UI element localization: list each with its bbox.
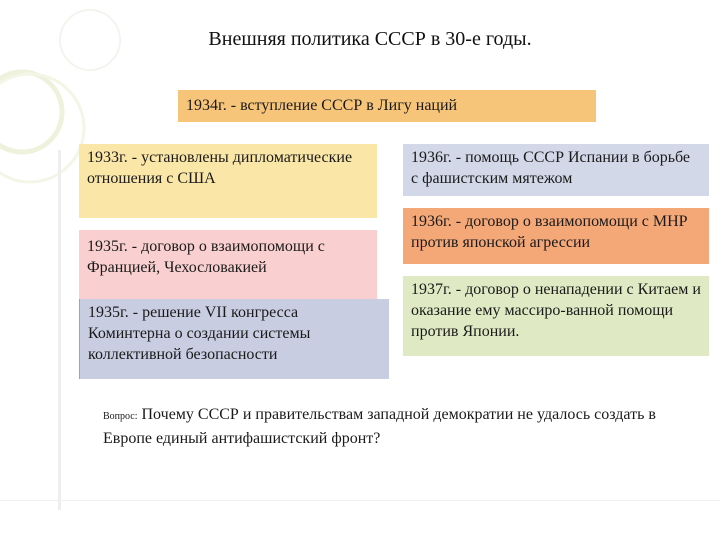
- question-label: Вопрос:: [103, 411, 138, 422]
- left-accent-bar: [58, 150, 61, 510]
- event-1937-china-box: 1937г. - договор о ненападении с Китаем и оказание ему массиро-ванной помощи против Японии.: [403, 276, 709, 356]
- event-1933-box: 1933г. - установлены дипломатические отношения с США: [79, 144, 377, 218]
- event-1935-comintern-box: 1935г. - решение VII конгресса Коминтерна о создании системы коллективной безопасности: [79, 299, 389, 379]
- event-1934-box: 1934г. - вступление СССР в Лигу наций: [178, 90, 596, 122]
- event-1936-mongolia-box: 1936г. - договор о взаимопомощи с МНР против японской агрессии: [403, 208, 709, 264]
- bottom-divider: [0, 500, 720, 501]
- page-title: Внешняя политика СССР в 30-е годы.: [208, 28, 532, 50]
- question-text: Почему СССР и правительствам западной демократии не удалось создать в Европе единый антифашистский фронт?: [103, 406, 656, 447]
- event-1935-treaty-box: 1935г. - договор о взаимопомощи с Францией, Чехословакией: [79, 230, 377, 300]
- event-1936-spain-box: 1936г. - помощь СССР Испании в борьбе с фашистским мятежом: [403, 144, 709, 196]
- question-block: [103, 404, 703, 450]
